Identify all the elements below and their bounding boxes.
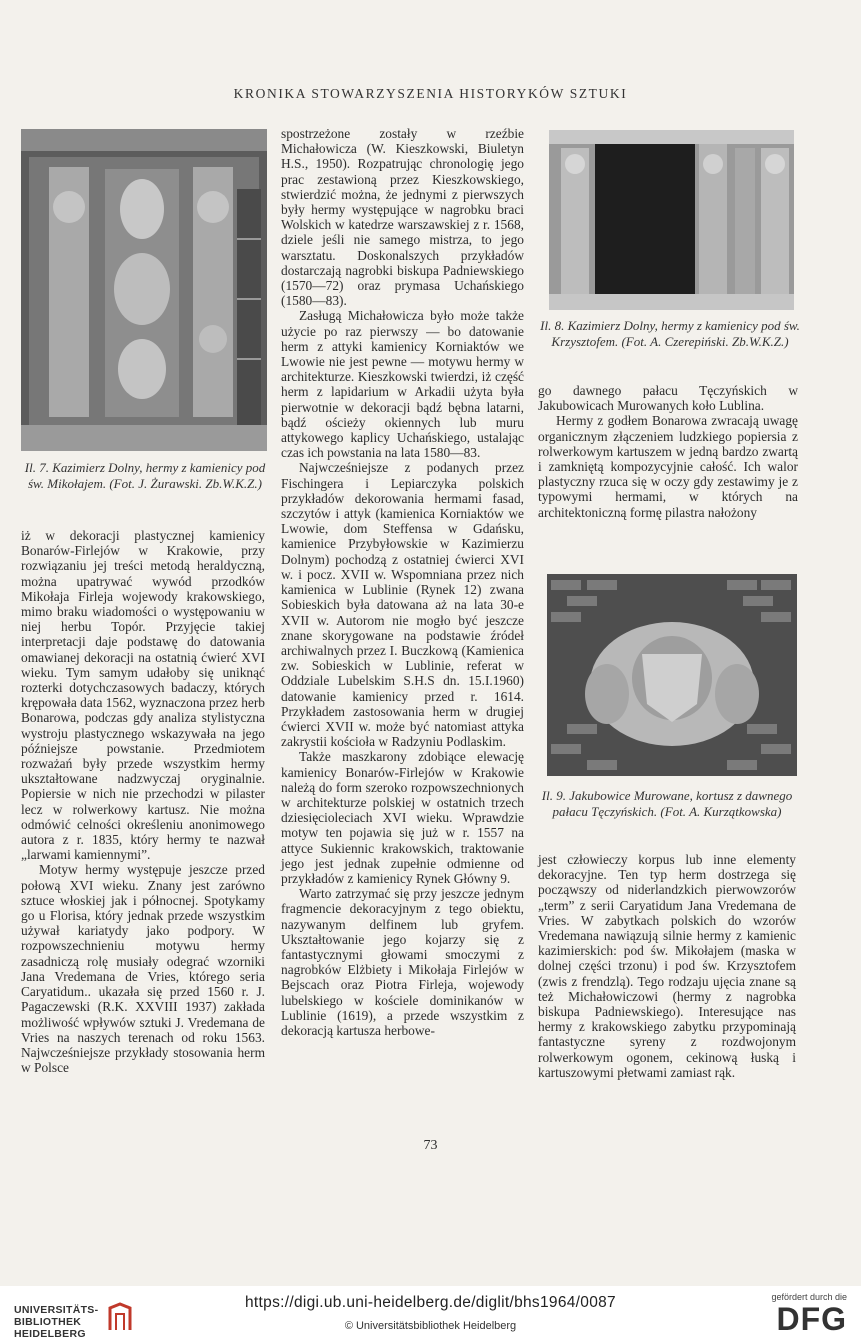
- dfg-logo-text: DFG: [776, 1301, 847, 1337]
- funding-label: gefördert durch die: [771, 1292, 847, 1302]
- viewer-footer: [0, 1286, 861, 1344]
- text-column-3-upper: [538, 383, 798, 520]
- paragraph: Motyw hermy występuje jeszcze przed połową XVI wieku. Znany jest zarówno sztuce włoskiej jak i północnej. Spotykamy go u Florisa, który jednak przede wszystkim używał kariatydy jako podpory. W rozpowszechnieniu motywu hermy zasadniczą rolę musiały odegrać wzorniki Jana Vredemana de Vries, którego seria Caryatidum.. ukazała się przed 1560 r. J. Pagaczewski (R.K. XXVIII 1937) zakłada możliwość wpływów sztuki J. Vredemana de Vries na naszych terenach od roku 1563. Najwcześniejsze przykłady stosowania herm w Polsce: [21, 862, 265, 1076]
- running-head: KRONIKA STOWARZYSZENIA HISTORYKÓW SZTUKI: [233, 86, 628, 101]
- figure-8-caption: Il. 8. Kazimierz Dolny, hermy z kamienicy pod św. Krzysztofem. (Fot. A. Czerepiński. Zb.W.K.Z.): [540, 318, 800, 349]
- text-column-1: [21, 528, 265, 1075]
- paragraph: Najwcześniejsze z podanych przez Fischingera i Lepiarczyka polskich przykładów dekorowania hermami fasad, szczytów i attyk (kamienica Korniaktów we Lwowie, dom Steffensa w Gdańsku, kamienice Przybyłowskie w Kazimierzu Dolnym) pochodzą z ostatniej ćwierci XVI w. i pocz. XVII w. Wspomniana przez nich kamienica w Lublinie (Rynek 12) zwana Sobieskich była datowana aż na lata 30-e XVII w. Autorom nie mogło być jeszcze znane skorygowane na podstawie źródeł archiwalnych przez I. Buczkową (Kamienica zw. Sobieskich w Lublinie, referat w Oddziale Lubelskim S.H.S dn. 15.I.1960) datowanie kamienicy przed r. 1614. Przykładem zastosowania herm w drugiej ćwierci XVII w. może być natomiast attyka zakrystii kościoła w Radzyniu Podlaskim.: [281, 460, 524, 750]
- paragraph: spostrzeżone zostały w rzeźbie Michałowicza (W. Kieszkowski, Biuletyn H.S., 1950). Rozpatrując chronologię jego prac zestawioną przez Kieszkowskiego, stwierdzić można, że jednymi z pierwszych były hermy występujące w nagrobku braci Wolskich w katedrze warszawskiej z r. 1568, dziele jeśli nie samego mistrza, to jego warsztatu. Doskonalszych przykładów dostarczają nagrobki biskupa Padniewskiego (1570—72) oraz prymasa Uchańskiego (1580—83).: [281, 126, 524, 309]
- figure-8-photo: [549, 130, 794, 310]
- figure-9-caption: Il. 9. Jakubowice Murowane, kortusz z dawnego pałacu Tęczyńskich. (Fot. A. Kurzątkowska): [541, 788, 793, 819]
- paragraph: jest człowieczy korpus lub inne elementy dekoracyjne. Ten typ herm dostrzega się począwszy od niderlandzkich pierwowzorów „term” z serii Caryatidum Jana Vredemana de Vries. W zabytkach polskich do wzorów Vredemana nawiązują silnie hermy z kamienic kazimierskich: pod św. Mikołajem (maska w dolnej części trzonu) i pod św. Krzysztofem (zwis z frendzlą). Tego rodzaju ujęcia znane są też Michałowiczowi (hermy z nagrobka biskupa Padniewskiego). Interesujące nas hermy z krakowskiego zabytku przypominają fantastyczne syreny z rozdwojonym rolwerkowym ogonem, cekinową łuską i kartuszowymi płetwami zamiast rąk.: [538, 852, 796, 1080]
- text-column-2: [281, 126, 524, 1038]
- paragraph: Zasługą Michałowicza było może także użycie po raz pierwszy — bo datowanie herm z attyki kamienicy Korniaktów we Lwowie nie jest pewne — motywu hermy w architekturze. Kieszkowski twierdzi, iż część herm z lapidarium w Arkadii użyta była pierwotnie w dekoracji bądź bębna latarni, bądź ościeży okiennych lub muru attykowego kaplicy Uchańskiego, ustalając czas ich powstania na lata 1580—83.: [281, 308, 524, 461]
- figure-7-caption: Il. 7. Kazimierz Dolny, hermy z kamienicy pod św. Mikołajem. (Fot. J. Żurawski. Zb.W.K.Z.): [24, 460, 266, 491]
- figure-9-photo: [547, 574, 797, 776]
- permalink-url[interactable]: https://digi.ub.uni-heidelberg.de/diglit/bhs1964/0087: [245, 1294, 616, 1311]
- library-name: UNIVERSITÄTS- BIBLIOTHEK HEIDELBERG: [14, 1304, 99, 1340]
- paragraph: iż w dekoracji plastycznej kamienicy Bonarów-Firlejów w Krakowie, przy rozwiązaniu jej treści metodą heraldyczną, można upatrywać wywód przodków Mikołaja Firleja wojewody krakowskiego, mimo braku wiadomości o występowaniu w niej herbu Topór. Przyjęcie takiej interpretacji daje podstawę do datowania omawianej dekoracji na ostatnią ćwierć XVI wieku. Tym samym udałoby się uniknąć rozterki dotychczasowych badaczy, których krępowała data 1562, wyznaczona przez herb Bonarowa, podczas gdy analiza stylistyczna wystroju plastycznego wskazywała na jego późniejsze powstanie. Przedmiotem rozważań były przede wszystkim hermy ukształtowane nadzwyczaj oryginalnie. Popiersie w nich nie przechodzi w pilaster lecz w rolwerkowy kartusz. Nie można odmówić celności określeniu anonimowego autora z r. 1835, który hermy te nazwał „larwami kamiennymi”.: [21, 528, 265, 863]
- paragraph: Hermy z godłem Bonarowa zwracają uwagę organicznym złączeniem ludzkiego popiersia z rolwerkowym kartuszem w jedną bardzo zwartą i zamkniętą kompozycyjnie całość. Ich walor plastyczny rzuca się w oczy gdy zestawimy je z typowymi hermami, w których na architektoniczną formę pilastra nałożony: [538, 413, 798, 520]
- dfg-funding-logo[interactable]: [747, 1292, 847, 1338]
- copyright-notice: © Universitätsbibliothek Heidelberg: [344, 1320, 517, 1332]
- text-column-3-lower: [538, 852, 796, 1080]
- page-number: 73: [423, 1138, 438, 1153]
- paragraph: Także maszkarony zdobiące elewację kamienicy Bonarów-Firlejów w Krakowie należą do form szeroko rozpowszechnionych w architekturze polskiej w ostatnich trzech dziesięcioleciach XVI wieku. Wprawdzie motyw ten pojawia się już w r. 1557 na attyce Sukiennic krakowskich, traktowanie jego jest jednak zupełnie odmienne od przykładów z kamienicy Rynek Główny 9.: [281, 749, 524, 886]
- paragraph: Warto zatrzymać się przy jeszcze jednym fragmencie dekoracyjnym z tego obiektu, nazywanym delfinem lub gryfem. Ukształtowanie jego kojarzy się z fantastycznymi głowami smoczymi z nagrobków Elżbiety i Mikołaja Firlejów w Bejscach oraz Piotra Firleja, wojewody lubelskiego w kościele dominikanów w Lublinie (1619), a przede wszystkim z dekoracją kartusza herbowe-: [281, 886, 524, 1038]
- figure-7-photo: [21, 129, 267, 451]
- paragraph: go dawnego pałacu Tęczyńskich w Jakubowicach Murowanych koło Lublina.: [538, 383, 798, 414]
